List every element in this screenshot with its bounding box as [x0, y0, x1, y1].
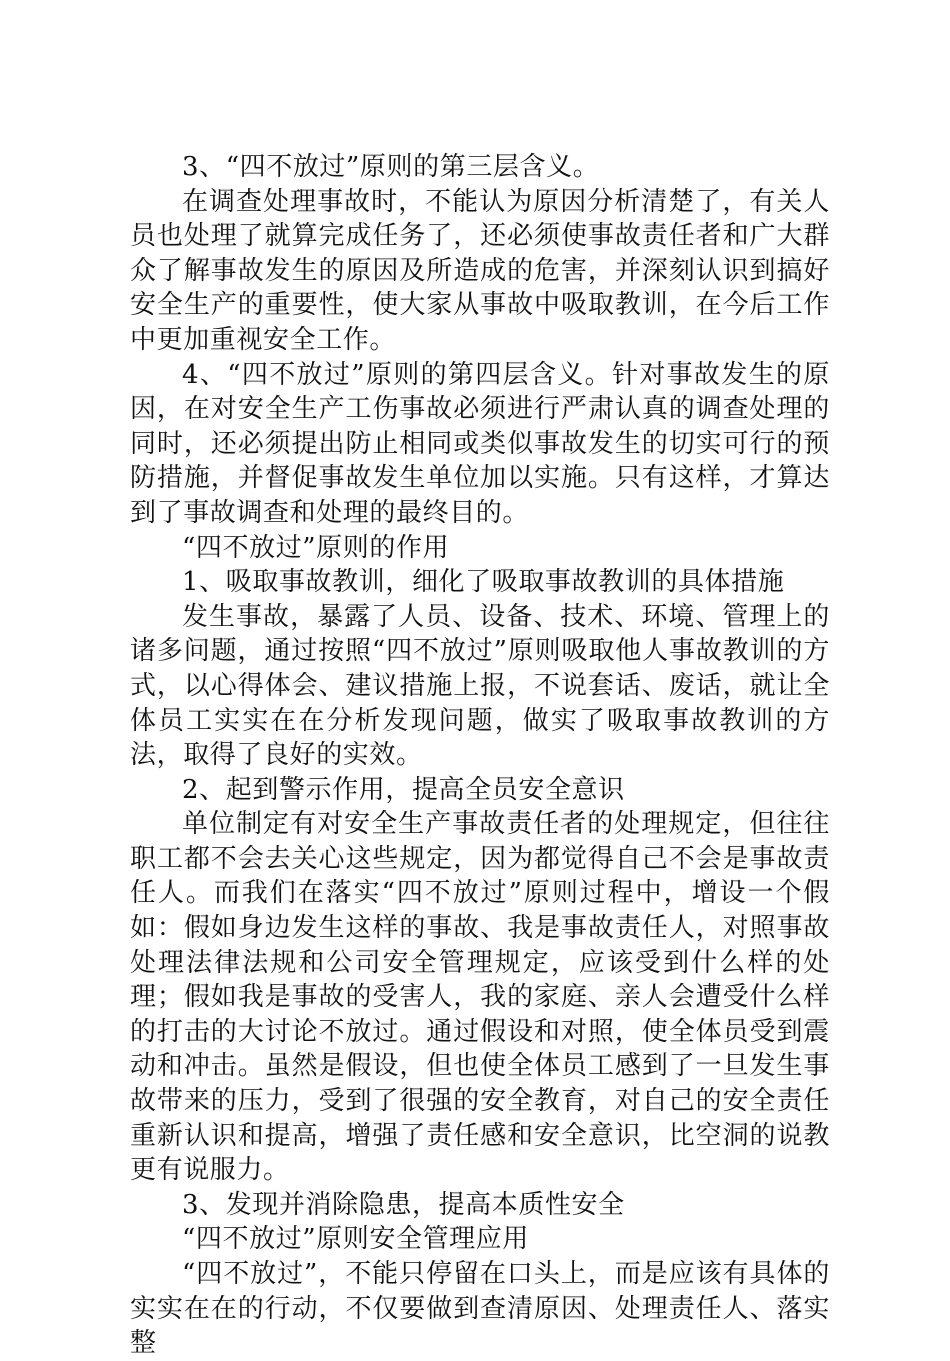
role-2-body: 单位制定有对安全生产事故责任者的处理规定，但往往职工都不会去关心这些规定，因为都觉得自己不会是事故责任人。而我们在落实“四不放过”原则过程中，增设一个假如：假如身边发生这样的事故、我是事故责任人，对照事故处理法律法规和公司安全管理规定，应该受到什么样的处理；假如我是事故的受害人，我的家庭、亲人会遭受什么样的打击的大讨论不放过。通过假设和对照，使全体员受到震动和冲击。虽然是假设，但也使全体员工感到了一旦发生事故带来的压力，受到了很强的安全教育，对自己的安全责任重新认识和提高，增强了责任感和安全意识，比空洞的说教更有说服力。 [130, 809, 830, 1186]
section-4-body: 4、“四不放过”原则的第四层含义。针对事故发生的原因，在对安全生产工伤事故必须进行严肃认真的调查处理的同时，还必须提出防止相同或类似事故发生的切实可行的预防措施，并督促事故发生单位加以实施。只有这样，才算达到了事故调查和处理的最终目的。 [130, 359, 830, 528]
role-1-body: 发生事故，暴露了人员、设备、技术、环境、管理上的诸多问题，通过按照“四不放过”原则吸取他人事故教训的方式，以心得体会、建议措施上报，不说套话、废话，就让全体员工实实在在分析发现问题，做实了吸取事故教训的方法，取得了良好的实效。 [130, 601, 830, 771]
role-1-heading: 1、吸取事故教训，细化了吸取事故教训的具体措施 [182, 567, 785, 598]
application-heading: “四不放过”原则安全管理应用 [182, 1224, 529, 1255]
section-3-body: 在调查处理事故时，不能认为原因分析清楚了，有关人员也处理了就算完成任务了，还必须使事故责任者和广大群众了解事故发生的原因及所造成的危害，并深刻认识到搞好安全生产的重要性，使大家从事故中吸取教训，在今后工作中更加重视安全工作。 [130, 186, 830, 355]
section-3-heading: 3、“四不放过”原则的第三层含义。 [182, 152, 600, 182]
document-body [130, 150, 830, 1361]
role-heading: “四不放过”原则的作用 [182, 532, 450, 563]
application-body: “四不放过”，不能只停留在口头上，而是应该有具体的实实在在的行动，不仅要做到查清原因、处理责任人、落实整 [130, 1259, 830, 1359]
role-2-heading: 2、起到警示作用，提高全员安全意识 [182, 774, 625, 805]
role-3-heading: 3、发现并消除隐患，提高本质性安全 [182, 1189, 625, 1220]
